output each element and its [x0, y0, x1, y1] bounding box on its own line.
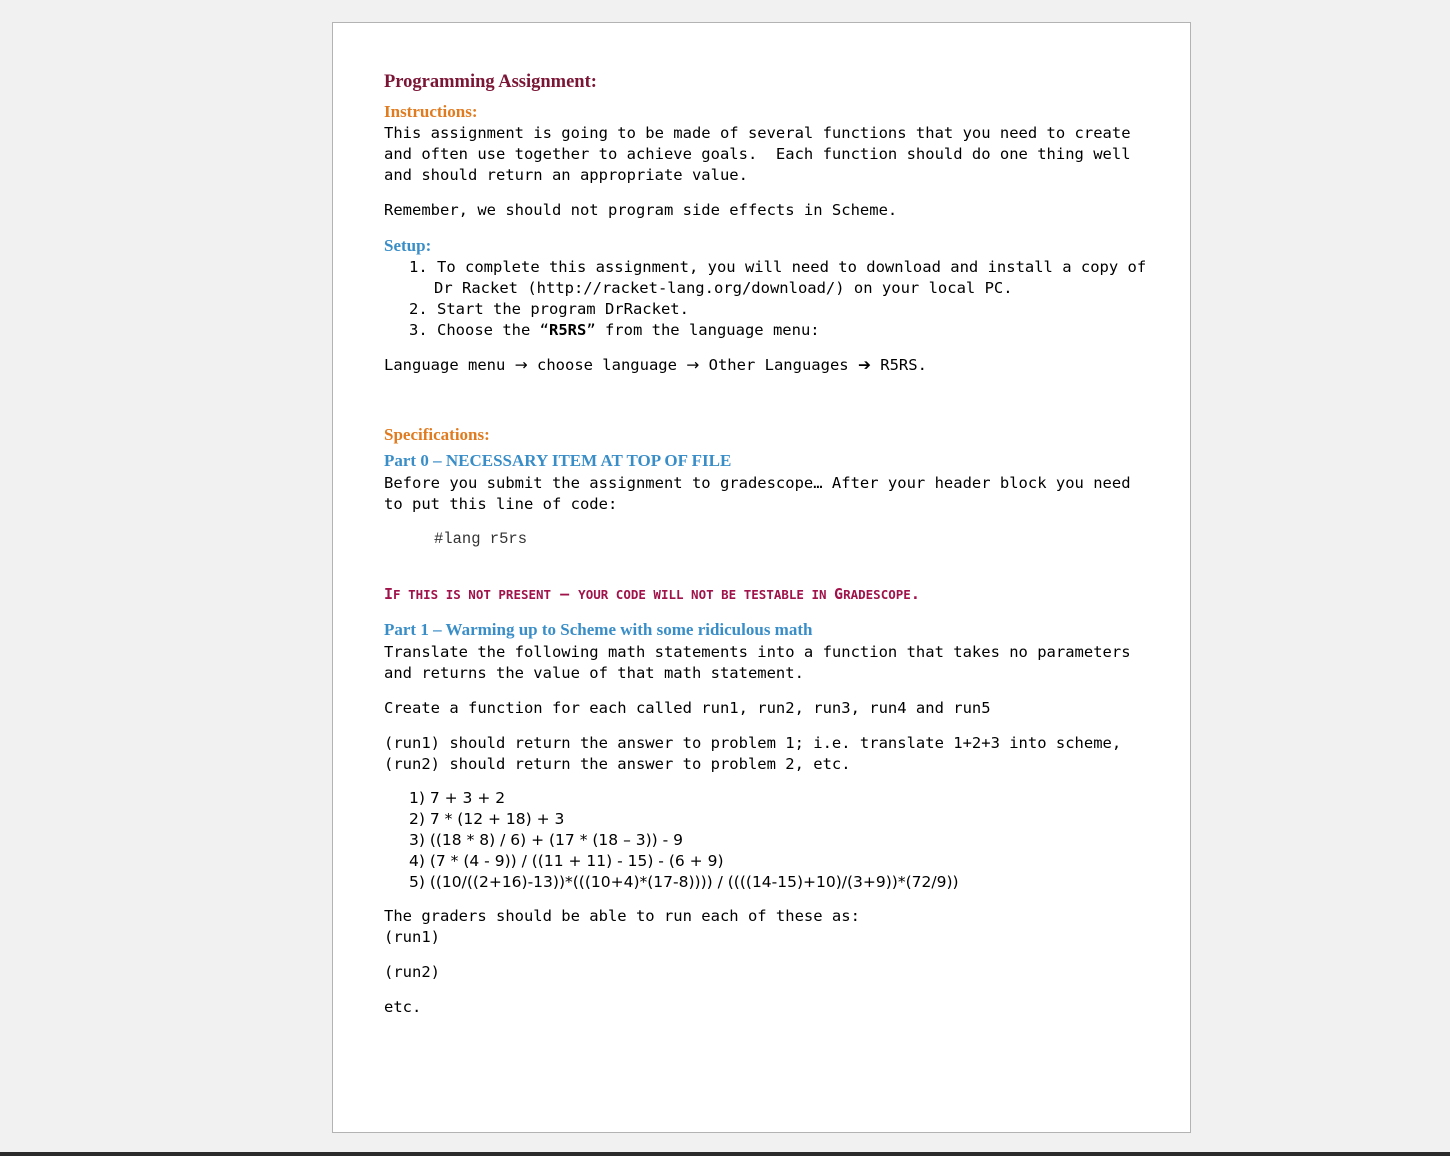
step-3-text: 3. Choose the “	[409, 321, 549, 339]
math-problem-2: 2) 7 * (12 + 18) + 3	[409, 810, 565, 828]
part1-heading: Part 1 – Warming up to Scheme with some ridiculous math	[384, 620, 813, 639]
etc-text: etc.	[384, 998, 422, 1016]
math-problem-3: 3) ((18 * 8) / 6) + (17 * (18 – 3)) - 9	[409, 831, 684, 849]
remember-paragraph: Remember, we should not program side effects in Scheme.	[384, 201, 898, 219]
heavy-arrow-right-icon: ➔	[857, 356, 871, 374]
part0-paragraph	[384, 473, 1164, 515]
warning-text: F THIS IS NOT PRESENT	[393, 587, 552, 602]
run2-example: (run2)	[384, 963, 440, 981]
warning-text: G	[834, 585, 844, 603]
specifications-heading: Specifications:	[384, 425, 490, 444]
lang-code-line: #lang r5rs	[434, 530, 528, 548]
warning-text: RADESCOPE	[843, 587, 911, 602]
text-line: This assignment is going to be made of several functions that you need to create	[384, 124, 1131, 142]
setup-step-2: 2. Start the program DrRacket.	[409, 300, 689, 318]
document-page	[332, 22, 1191, 1133]
language-menu-path	[384, 355, 1164, 376]
path-segment: Other Languages	[699, 356, 858, 374]
assignment-title: Programming Assignment:	[384, 72, 597, 92]
instructions-paragraph	[384, 123, 1164, 186]
setup-heading: Setup:	[384, 236, 432, 255]
run1-example: (run1)	[384, 928, 440, 946]
setup-step-3	[384, 320, 1164, 341]
math-problems-list	[384, 788, 1164, 893]
arrow-right-icon: →	[514, 356, 528, 374]
text-line: and returns the value of that math statement.	[384, 664, 804, 682]
window-bottom-edge	[0, 1152, 1450, 1156]
path-segment: choose language	[527, 356, 687, 374]
create-functions-line: Create a function for each called run1, run2, run3, run4 and run5	[384, 699, 991, 717]
r5rs-bold: R5RS	[548, 321, 587, 339]
math-problem-5: 5) ((10/((2+16)-13))*(((10+4)*(17-8)))) / ((((14-15)+10)/(3+9))*(72/9))	[409, 873, 959, 891]
graders-line: The graders should be able to run each of these as:	[384, 907, 860, 925]
path-segment: R5RS.	[870, 356, 927, 374]
text-line: (run2) should return the answer to problem 2, etc.	[384, 755, 851, 773]
warning-text: YOUR CODE WILL NOT BE TESTABLE IN	[578, 587, 835, 602]
math-problem-1: 1) 7 + 3 + 2	[409, 789, 506, 807]
warning-text: –	[551, 585, 579, 603]
text-line: and often use together to achieve goals. Each function should do one thing well	[384, 145, 1131, 163]
math-problem-4: 4) (7 * (4 - 9)) / ((11 + 11) - 15) - (6 + 9)	[409, 852, 724, 870]
text-line: and should return an appropriate value.	[384, 166, 748, 184]
path-segment: Language menu	[384, 356, 515, 374]
part1-paragraph	[384, 642, 1164, 684]
setup-steps-list	[384, 257, 1164, 341]
setup-step-1: 1. To complete this assignment, you will need to download and install a copy of	[409, 258, 1147, 276]
setup-step-1-continued: Dr Racket (http://racket-lang.org/download/) on your local PC.	[434, 279, 1013, 297]
warning-text: I	[384, 585, 394, 603]
document-body	[384, 71, 1164, 1018]
gradescope-warning	[384, 584, 1164, 605]
step-3-text-end: ” from the language menu:	[586, 321, 820, 339]
text-line: Before you submit the assignment to gradescope… After your header block you need	[384, 474, 1131, 492]
arrow-right-icon: →	[686, 356, 700, 374]
text-line: Translate the following math statements into a function that takes no parameters	[384, 643, 1131, 661]
part0-heading: Part 0 – NECESSARY ITEM AT TOP OF FILE	[384, 451, 732, 470]
text-line: to put this line of code:	[384, 495, 618, 513]
warning-text: .	[910, 585, 920, 603]
instructions-heading: Instructions:	[384, 102, 478, 121]
text-line: (run1) should return the answer to problem 1; i.e. translate 1+2+3 into scheme,	[384, 734, 1122, 752]
run-explanation	[384, 733, 1164, 775]
